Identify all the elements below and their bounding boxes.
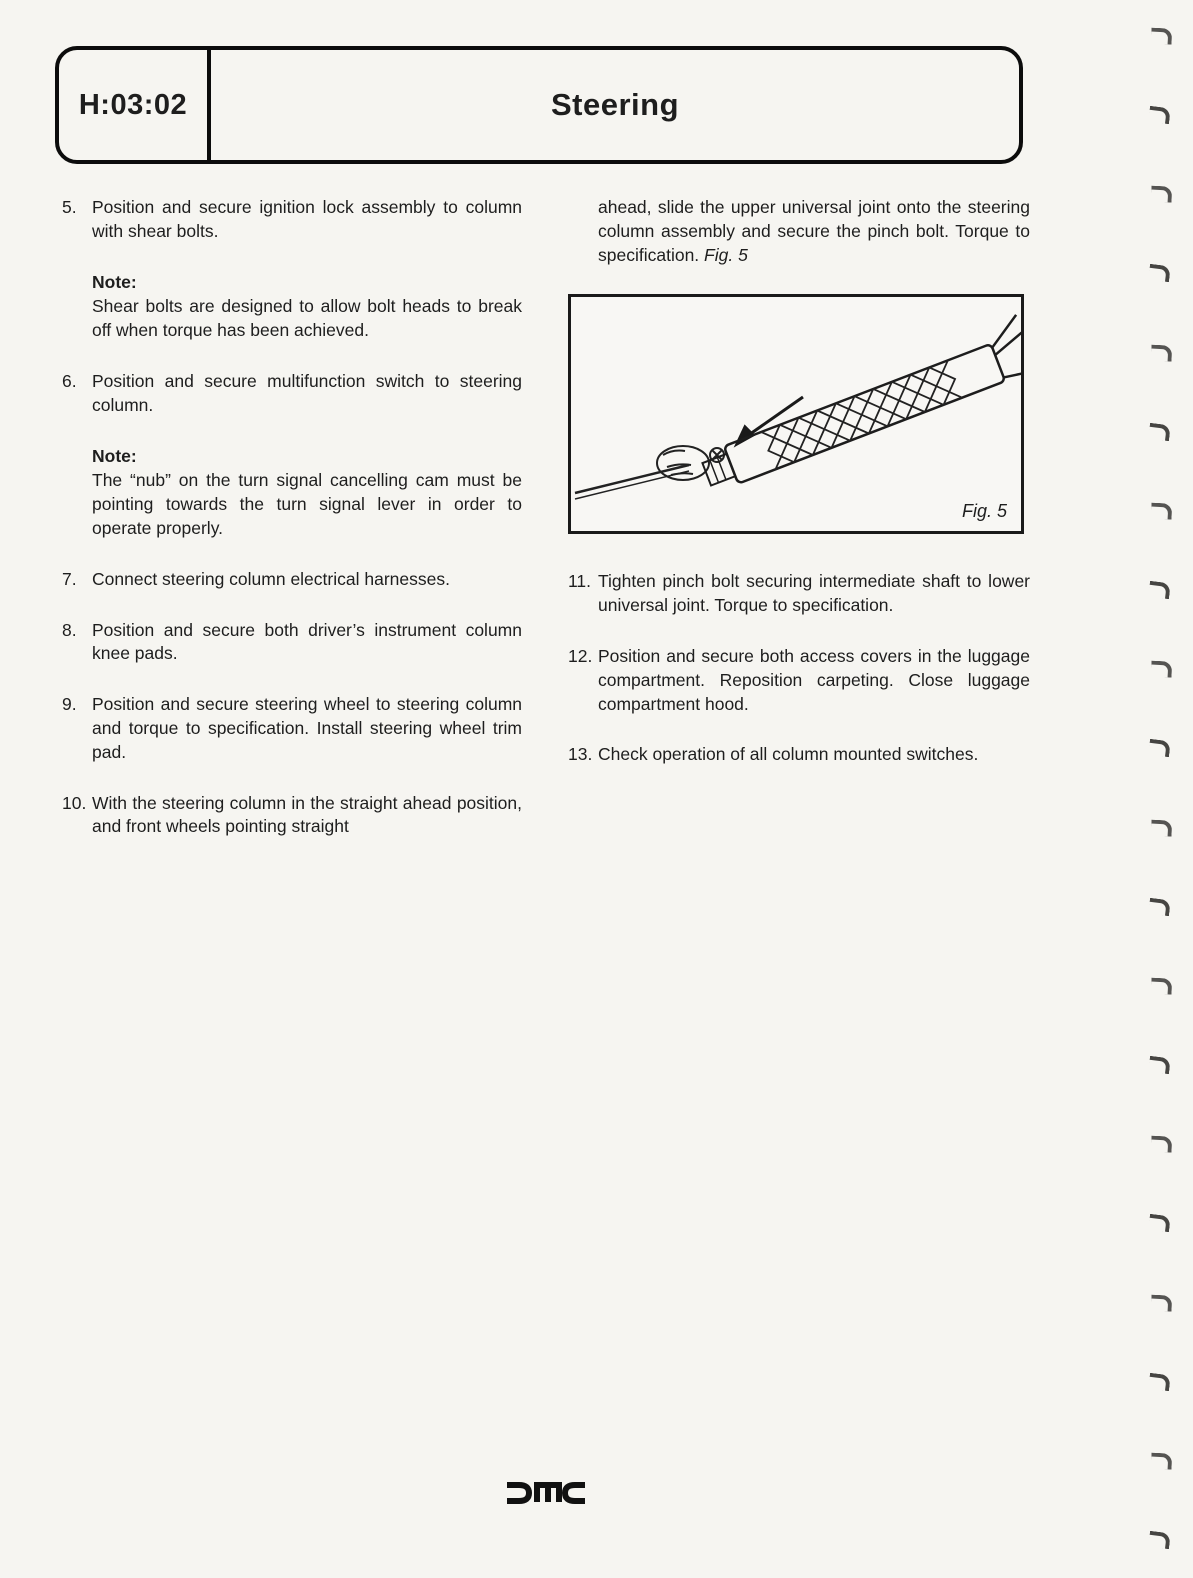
step-number: 6. — [62, 370, 77, 391]
step-item — [62, 196, 522, 244]
step-item — [62, 693, 522, 764]
binding-mark — [1151, 503, 1173, 520]
continuation-paragraph — [568, 196, 1030, 267]
continuation-text: ahead, slide the upper universal joint onto the steering column assembly and secure the pinch bolt. Torque to specification. — [598, 197, 1030, 265]
step-text: Position and secure ignition lock assembly to column with shear bolts. — [92, 197, 522, 241]
binding-mark — [1148, 581, 1171, 599]
step-text: Tighten pinch bolt securing intermediate shaft to lower universal joint. Torque to specification. — [598, 571, 1030, 616]
step-item — [62, 370, 522, 418]
step-text: Position and secure steering wheel to steering column and torque to specification. Install steering wheel trim pad. — [92, 694, 522, 762]
step-item — [568, 645, 1030, 716]
binding-mark — [1148, 1214, 1171, 1232]
binding-mark — [1148, 106, 1171, 124]
step-text: Connect steering column electrical harnesses. — [92, 568, 450, 589]
step-text: Position and secure multifunction switch to steering column. — [92, 370, 522, 415]
binding-mark — [1148, 1056, 1171, 1074]
binding-mark — [1151, 186, 1173, 203]
binding-mark — [1148, 897, 1171, 915]
figure-5 — [568, 294, 1024, 534]
step-number: 5. — [62, 197, 77, 217]
step-number: 9. — [62, 694, 77, 715]
step-text: Check operation of all column mounted switches. — [598, 744, 979, 765]
binding-mark — [1148, 739, 1171, 757]
step-number: 11. — [568, 571, 592, 592]
step-number: 8. — [62, 619, 77, 640]
binding-mark — [1151, 661, 1173, 678]
step-number: 7. — [62, 568, 77, 589]
binding-mark — [1151, 819, 1173, 836]
steering-column-illustration — [571, 297, 1021, 531]
note-block — [92, 271, 522, 343]
step-text: Position and secure both driver’s instrument column knee pads. — [92, 619, 522, 664]
note-label: Note: — [92, 271, 137, 292]
right-column — [568, 196, 1030, 794]
binding-mark — [1148, 1372, 1171, 1390]
binding-mark — [1151, 1136, 1173, 1153]
step-number: 13. — [568, 744, 593, 765]
binding-mark — [1151, 977, 1173, 994]
page-title: Steering — [550, 87, 680, 122]
section-code: H:03:02 — [59, 50, 211, 160]
dmc-logo — [503, 1481, 589, 1505]
binding-mark — [1151, 28, 1173, 45]
header-box — [55, 46, 1023, 164]
figure-caption: Fig. 5 — [961, 500, 1007, 521]
step-item — [62, 792, 522, 840]
figure-reference: Fig. 5 — [704, 244, 748, 265]
note-text: Shear bolts are designed to allow bolt heads to break off when torque has been achieved. — [92, 296, 522, 341]
step-text: Position and secure both access covers in the luggage compartment. Reposition carpeting. Close luggage compartment hood. — [598, 645, 1030, 714]
note-block — [92, 445, 522, 541]
note-label: Note: — [92, 445, 137, 466]
step-item — [62, 619, 522, 667]
step-item — [568, 570, 1030, 618]
binding-mark — [1148, 423, 1171, 441]
note-text: The “nub” on the turn signal cancelling cam must be pointing towards the turn signal lever in order to operate properly. — [92, 470, 522, 538]
step-text: With the steering column in the straight ahead position, and front wheels pointing straight — [92, 792, 522, 837]
binding-mark — [1148, 1531, 1171, 1549]
step-item — [62, 568, 522, 592]
binding-mark — [1151, 1452, 1173, 1469]
step-item — [568, 743, 1030, 767]
binding-mark — [1148, 264, 1171, 282]
step-number: 10. — [62, 792, 87, 813]
step-number: 12. — [568, 645, 593, 666]
binding-mark — [1151, 344, 1173, 361]
left-column — [62, 196, 522, 866]
binding-mark — [1151, 1294, 1173, 1311]
binding-marks — [1149, 28, 1185, 1548]
